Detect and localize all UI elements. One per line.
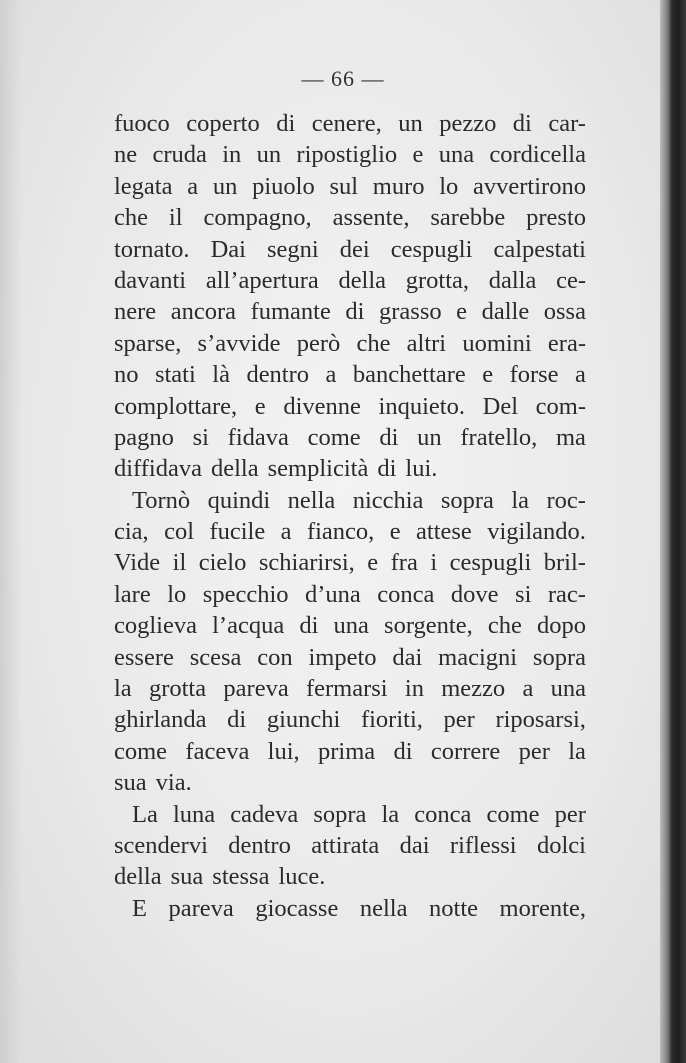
text-line: E pareva giocasse nella notte morente, <box>132 894 586 922</box>
text-line: pagno si fidava come di un fratello, ma <box>114 423 586 451</box>
text-line: ghirlanda di giunchi fioriti, per riposarsi, <box>114 706 586 734</box>
text-line: coglieva l’acqua di una sorgente, che dopo <box>114 612 586 640</box>
text-line: cia, col fucile a fianco, e attese vigilando. <box>114 518 586 546</box>
text-line: Tornò quindi nella nicchia sopra la roc- <box>132 486 586 514</box>
text-line: scendervi dentro attirata dai riflessi dolci <box>114 831 586 859</box>
text-line: tornato. Dai segni dei cespugli calpestati <box>114 235 586 263</box>
text-line: davanti all’apertura della grotta, dalla ce- <box>114 266 586 294</box>
body-text <box>114 108 586 924</box>
text-line: La luna cadeva sopra la conca come per <box>132 800 586 828</box>
text-line: come faceva lui, prima di correre per la <box>114 737 586 765</box>
text-line: che il compagno, assente, sarebbe presto <box>114 204 586 232</box>
text-line: sua via. <box>114 769 192 797</box>
text-line: lare lo specchio d’una conca dove si rac- <box>114 580 586 608</box>
text-line: fuoco coperto di cenere, un pezzo di car- <box>114 110 586 137</box>
text-line: essere scesa con impeto dai macigni sopra <box>114 643 586 671</box>
text-line: nere ancora fumante di grasso e dalle ossa <box>114 298 586 326</box>
book-binding-edge <box>660 0 686 1063</box>
text-line: della sua stessa luce. <box>114 863 326 891</box>
text-line: complottare, e divenne inquieto. Del com- <box>114 392 586 420</box>
text-line: Vide il cielo schiarirsi, e fra i cespugli bril- <box>114 549 586 577</box>
text-line: la grotta pareva fermarsi in mezzo a una <box>114 675 586 703</box>
text-line: legata a un piuolo sul muro lo avvertirono <box>114 172 586 200</box>
text-line: no stati là dentro a banchettare e forse a <box>114 361 586 389</box>
text-line: diffidava della semplicità di lui. <box>114 455 438 483</box>
page-left-shadow <box>0 0 22 1063</box>
text-line: sparse, s’avvide però che altri uomini era- <box>114 329 586 357</box>
page-number: — 66 — <box>301 66 385 91</box>
text-line: ne cruda in un ripostiglio e una cordicella <box>114 141 586 169</box>
